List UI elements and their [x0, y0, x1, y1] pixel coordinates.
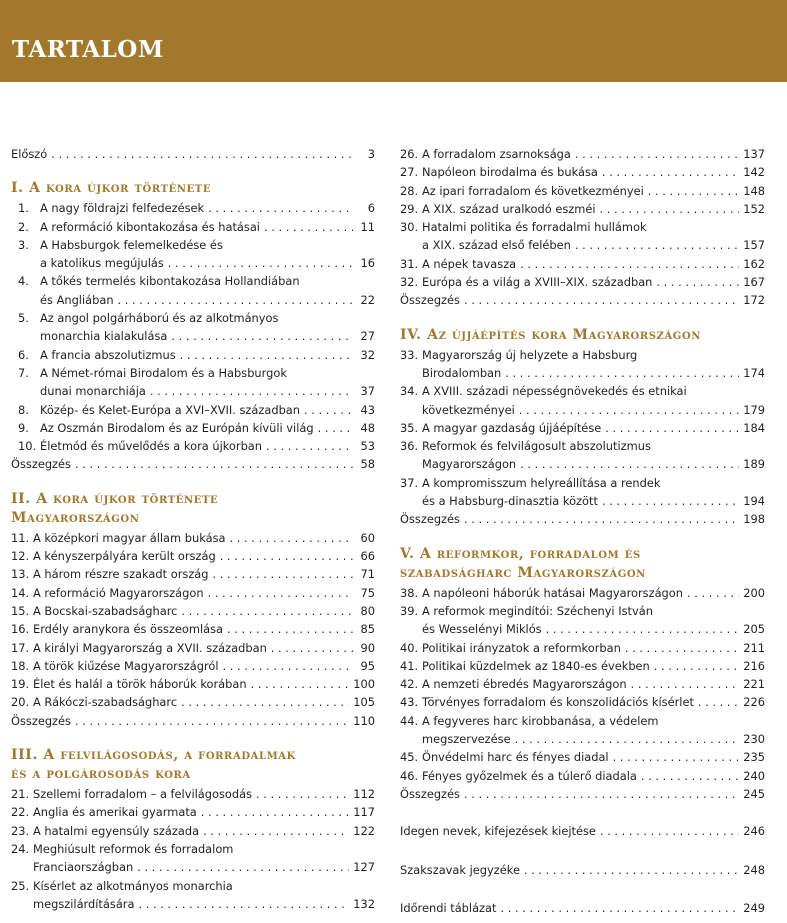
- toc-entry-title: A reformáció Magyarországon: [33, 585, 204, 600]
- dot-leader: [575, 145, 739, 163]
- dot-leader: [656, 273, 739, 291]
- toc-entry-title: dunai monarchiája: [40, 384, 146, 399]
- toc-entry-title: A nemzeti ébredés Magyarországon: [422, 677, 627, 692]
- toc-entry-title: Anglia és amerikai gyarmata: [33, 805, 197, 820]
- dot-leader: [500, 899, 739, 917]
- toc-entry-page: 112: [353, 787, 375, 802]
- toc-entry-title: A három részre szakadt ország: [33, 567, 209, 582]
- toc-entry-number: 2.: [18, 219, 29, 234]
- toc-entry-page: 32: [360, 347, 375, 362]
- section-5-entries: [400, 584, 765, 785]
- toc-entry-number: 13.: [11, 567, 30, 582]
- toc-entry[interactable]: [400, 639, 765, 657]
- toc-entry[interactable]: [11, 364, 375, 401]
- toc-entry-title: A kényszerpályára került ország: [33, 549, 216, 564]
- toc-entry-page: 122: [353, 823, 375, 838]
- dot-leader: [698, 693, 739, 711]
- dot-leader: [505, 364, 739, 382]
- toc-summary[interactable]: Összegzés . . . 110: [11, 712, 375, 730]
- toc-entry-page: 85: [360, 622, 375, 637]
- toc-entry[interactable]: [11, 639, 375, 657]
- toc-entry-title-line: Magyarország új helyzete a Habsburg: [422, 347, 638, 362]
- section-3-continued-entries: [400, 145, 765, 291]
- dot-leader: [631, 675, 740, 693]
- toc-entry-title-line: Reformok és felvilágosult abszolutizmus: [422, 439, 651, 454]
- toc-left-column: [11, 145, 375, 913]
- dot-leader: [520, 255, 739, 273]
- dot-leader: [520, 455, 739, 473]
- dot-leader: [75, 455, 353, 473]
- toc-entry-number: 40.: [400, 640, 419, 655]
- toc-entry-page: 148: [743, 183, 765, 198]
- toc-entry-number: 31.: [400, 256, 419, 271]
- toc-entry-title: Önvédelmi harc és fényes diadal: [422, 750, 609, 765]
- toc-entry[interactable]: [400, 767, 765, 785]
- dot-leader: [625, 639, 739, 657]
- toc-entry-title-line: A fegyveres harc kirobbanása, a védelem: [422, 713, 659, 728]
- dot-leader: [519, 401, 739, 419]
- toc-entry-title: megszervezése: [422, 732, 511, 747]
- toc-entry-title-line: Kísérlet az alkotmányos monarchia: [33, 878, 233, 893]
- toc-entry-page: 174: [743, 365, 765, 380]
- toc-entry[interactable]: [11, 218, 375, 236]
- toc-entry-title: és Angliában: [40, 292, 114, 307]
- toc-entry-title: A Bocskai-szabadságharc: [33, 603, 178, 618]
- toc-entry-number: 12.: [11, 549, 30, 564]
- toc-entry-number: 42.: [400, 677, 419, 692]
- toc-entry-number: 21.: [11, 787, 30, 802]
- toc-entry-page: 43: [360, 402, 375, 417]
- toc-entry[interactable]: [11, 602, 375, 620]
- toc-entry-title-line: Az angol polgárháború és az alkotmányos: [40, 311, 279, 326]
- toc-entry-page: 211: [743, 640, 765, 655]
- toc-entry-number: 4.: [18, 274, 29, 289]
- toc-entry[interactable]: [400, 163, 765, 181]
- dot-leader: [648, 182, 739, 200]
- toc-entry-number: 30.: [400, 220, 419, 235]
- toc-entry-title: A középkori magyar állam bukása: [33, 530, 226, 545]
- toc-entry[interactable]: [400, 602, 765, 639]
- toc-entry[interactable]: [11, 840, 375, 877]
- toc-entry-title: Az ipari forradalom és következményei: [422, 183, 644, 198]
- toc-entry-number: 22.: [11, 805, 30, 820]
- toc-entry-title-line: A tőkés termelés kibontakozása Hollandiában: [40, 274, 300, 289]
- toc-entry-page: 11: [360, 219, 375, 234]
- toc-entry-page: 162: [743, 256, 765, 271]
- dot-leader: [464, 291, 739, 309]
- toc-summary[interactable]: Összegzés . . . 58: [11, 455, 375, 473]
- toc-entry-number: 37.: [400, 475, 419, 490]
- dot-leader: [602, 163, 739, 181]
- toc-entry-number: 25.: [11, 878, 30, 893]
- toc-entry-title: monarchia kialakulása: [40, 329, 168, 344]
- toc-entry-number: 17.: [11, 640, 30, 655]
- toc-entry-page: 205: [743, 622, 765, 637]
- toc-entry-page: 105: [353, 695, 375, 710]
- toc-entry-title: és Wesselényi Miklós: [422, 622, 542, 637]
- dot-leader: [687, 584, 739, 602]
- toc-entry-number: 28.: [400, 183, 419, 198]
- dot-leader: [220, 547, 353, 565]
- toc-entry-title: Birodalomban: [422, 365, 502, 380]
- toc-entry-page: 27: [360, 329, 375, 344]
- dot-leader: [600, 822, 739, 840]
- toc-glossary[interactable]: Szakszavak jegyzéke . . . 248: [400, 861, 765, 879]
- toc-entry-page: 100: [353, 677, 375, 692]
- toc-entry-page: 235: [743, 750, 765, 765]
- toc-entry-title: Politikai küzdelmek az 1840-es években: [422, 658, 650, 673]
- toc-entry-page: 95: [360, 658, 375, 673]
- toc-entry[interactable]: [400, 145, 765, 163]
- dot-leader: [227, 620, 353, 638]
- toc-entry-title: Erdély aranykora és összeomlása: [33, 622, 224, 637]
- dot-leader: [171, 327, 353, 345]
- toc-entry-page: 132: [353, 896, 375, 911]
- section-title-3: III. A felvilágosodás, a forradalmak és a polgárosodás kora: [11, 747, 296, 783]
- toc-entry[interactable]: [400, 584, 765, 602]
- toc-entry[interactable]: [11, 437, 375, 455]
- toc-entry-title: A francia abszolutizmus: [40, 347, 176, 362]
- toc-entry-title-line: A reformok megindítói: Széchenyi István: [422, 603, 653, 618]
- toc-entry-number: 11.: [11, 530, 30, 545]
- toc-entry-title: A nagy földrajzi felfedezések: [40, 201, 205, 216]
- toc-entry-number: 6.: [18, 347, 29, 362]
- toc-entry-number: 24.: [11, 841, 30, 856]
- toc-entry-page: 22: [360, 292, 375, 307]
- section-title-1: I. A kora újkor története: [11, 180, 212, 197]
- toc-entry-page: 216: [743, 658, 765, 673]
- toc-entry-number: 35.: [400, 420, 419, 435]
- toc-entry-title-line: Meghiúsult reformok és forradalom: [33, 841, 234, 856]
- toc-entry-number: 14.: [11, 585, 30, 600]
- section-2-entries: [11, 529, 375, 712]
- dot-leader: [524, 861, 739, 879]
- toc-entry-title-line: A Habsburgok felemelkedése és: [40, 237, 223, 252]
- toc-entry-title: A királyi Magyarország a XVII. században: [33, 640, 267, 655]
- toc-entry-number: 45.: [400, 750, 419, 765]
- section-4-entries: [400, 346, 765, 511]
- dot-leader: [613, 748, 740, 766]
- toc-entry[interactable]: [11, 272, 375, 309]
- toc-entry-title: A magyar gazdaság újjáépítése: [422, 420, 602, 435]
- toc-entry[interactable]: [11, 693, 375, 711]
- toc-entry[interactable]: [11, 419, 375, 437]
- toc-entry-number: 1.: [18, 201, 29, 216]
- toc-entry-title: Szellemi forradalom – a felvilágosodás: [33, 787, 253, 802]
- toc-entry-page: 142: [743, 165, 765, 180]
- toc-entry-page: 75: [360, 585, 375, 600]
- toc-entry-title: A napóleoni háborúk hatásai Magyarországon: [422, 585, 683, 600]
- toc-entry[interactable]: [11, 584, 375, 602]
- page-title: TARTALOM: [12, 36, 164, 63]
- toc-entry[interactable]: [400, 675, 765, 693]
- dot-leader: [266, 437, 353, 455]
- toc-entry-number: 38.: [400, 585, 419, 600]
- toc-entry-title: Fényes győzelmek és a túlerő diadala: [422, 768, 637, 783]
- toc-pronunciation[interactable]: Idegen nevek, kifejezések kiejtése . . . 246: [400, 822, 765, 840]
- toc-entry-title-line: A kompromisszum helyreállítása a rendek: [422, 475, 661, 490]
- toc-entry-number: 16.: [11, 622, 30, 637]
- toc-entry-page: 16: [360, 256, 375, 271]
- toc-entry-number: 29.: [400, 201, 419, 216]
- toc-entry[interactable]: [400, 474, 765, 511]
- dot-leader: [181, 693, 349, 711]
- toc-entry-page: 66: [360, 549, 375, 564]
- toc-entry-number: 27.: [400, 165, 419, 180]
- toc-entry-title: Az Oszmán Birodalom és az Európán kívüli világ: [40, 420, 314, 435]
- toc-entry-number: 5.: [18, 311, 29, 326]
- dot-leader: [137, 858, 349, 876]
- toc-entry-number: 23.: [11, 823, 30, 838]
- section-title-4: IV. Az újjáépítés kora Magyarországon: [400, 326, 702, 343]
- dot-leader: [602, 492, 739, 510]
- toc-entry[interactable]: [11, 785, 375, 803]
- toc-entry-title: Napóleon birodalma és bukása: [422, 165, 598, 180]
- toc-entry-title: a katolikus megújulás: [40, 256, 164, 271]
- toc-entry-page: 6: [367, 201, 375, 216]
- toc-entry-page: 240: [743, 768, 765, 783]
- toc-entry-page: 53: [360, 439, 375, 454]
- dot-leader: [223, 657, 353, 675]
- dot-leader: [201, 803, 349, 821]
- dot-leader: [641, 767, 739, 785]
- dot-leader: [118, 291, 353, 309]
- toc-entry-title: a XIX. század első felében: [422, 238, 571, 253]
- dot-leader: [605, 419, 739, 437]
- toc-entry-page: 71: [360, 567, 375, 582]
- toc-entry-page: 226: [743, 695, 765, 710]
- toc-entry-number: 7.: [18, 365, 29, 380]
- toc-entry-title: A Rákóczi-szabadságharc: [33, 695, 178, 710]
- toc-entry-title: megszilárdítására: [33, 896, 135, 911]
- toc-foreword[interactable]: Előszó . . . 3: [11, 145, 375, 163]
- toc-entry-title: Életmód és művelődés a kora újkorban: [40, 439, 263, 454]
- toc-entry-number: 32.: [400, 275, 419, 290]
- section-title-2: II. A kora újkor története Magyarországon: [11, 490, 219, 526]
- toc-entry[interactable]: [11, 529, 375, 547]
- dot-leader: [264, 218, 353, 236]
- toc-entry-title: Magyarországon: [422, 457, 517, 472]
- toc-entry-title: Élet és halál a török háborúk korában: [33, 677, 247, 692]
- toc-entry-title: Törvényes forradalom és konszolidációs kísérlet: [422, 695, 694, 710]
- toc-entry[interactable]: [11, 309, 375, 346]
- toc-entry[interactable]: [400, 712, 765, 749]
- toc-entry-title: A forradalom zsarnoksága: [422, 147, 571, 161]
- dot-leader: [575, 236, 739, 254]
- dot-leader: [230, 529, 354, 547]
- toc-entry[interactable]: [11, 565, 375, 583]
- toc-entry[interactable]: [11, 803, 375, 821]
- toc-entry-page: 37: [360, 384, 375, 399]
- dot-leader: [271, 639, 353, 657]
- toc-summary[interactable]: Összegzés . . . 198: [400, 510, 765, 528]
- dot-leader: [150, 382, 353, 400]
- toc-entry-number: 18.: [11, 658, 30, 673]
- dot-leader: [208, 199, 353, 217]
- dot-leader: [180, 346, 353, 364]
- toc-entry-page: 184: [743, 420, 765, 435]
- toc-entry-number: 41.: [400, 658, 419, 673]
- dot-leader: [515, 730, 740, 748]
- dot-leader: [464, 785, 739, 803]
- toc-entry-number: 26.: [400, 147, 419, 161]
- toc-entry[interactable]: [11, 675, 375, 693]
- toc-entry[interactable]: [400, 748, 765, 766]
- toc-entry-title: A török kiűzése Magyarországról: [33, 658, 219, 673]
- section-title-5: V. A reformkor, forradalom és szabadságharc Magyarországon: [400, 545, 646, 581]
- toc-entry[interactable]: [400, 657, 765, 675]
- toc-entry[interactable]: [400, 693, 765, 711]
- toc-entry[interactable]: [11, 401, 375, 419]
- dot-leader: [51, 145, 353, 163]
- toc-summary[interactable]: Összegzés . . . 245: [400, 785, 765, 803]
- toc-entry-number: 36.: [400, 439, 419, 454]
- toc-entry-page: 48: [360, 420, 375, 435]
- toc-entry-page: 221: [743, 677, 765, 692]
- toc-entry[interactable]: [400, 346, 765, 383]
- toc-entry-title-line: A Német-római Birodalom és a Habsburgok: [40, 365, 287, 380]
- toc-entry-page: 230: [743, 732, 765, 747]
- toc-entry[interactable]: [400, 182, 765, 200]
- toc-entry-title: A népek tavasza: [422, 256, 517, 271]
- toc-entry[interactable]: [11, 236, 375, 273]
- toc-entry-title: következményei: [422, 402, 515, 417]
- toc-entry[interactable]: [400, 437, 765, 474]
- toc-entry[interactable]: [11, 657, 375, 675]
- dot-leader: [318, 419, 353, 437]
- toc-entry[interactable]: [11, 620, 375, 638]
- toc-entry-page: 90: [360, 640, 375, 655]
- dot-leader: [181, 602, 353, 620]
- dot-leader: [464, 510, 739, 528]
- toc-entry-page: 189: [743, 457, 765, 472]
- dot-leader: [213, 565, 353, 583]
- toc-entry[interactable]: [400, 200, 765, 218]
- toc-entry[interactable]: [400, 419, 765, 437]
- header-banner: [0, 0, 787, 82]
- toc-summary[interactable]: Összegzés . . . 172: [400, 291, 765, 309]
- toc-entry[interactable]: [11, 822, 375, 840]
- toc-entry-title: A reformáció kibontakozása és hatásai: [40, 219, 260, 234]
- toc-entry-number: 10.: [18, 439, 37, 454]
- toc-entry[interactable]: [11, 346, 375, 364]
- toc-entry-number: 15.: [11, 603, 30, 618]
- toc-entry-title: Politikai irányzatok a reformkorban: [422, 640, 621, 655]
- toc-entry-number: 9.: [18, 420, 29, 435]
- toc-entry-page: 60: [360, 530, 375, 545]
- toc-entry-number: 43.: [400, 695, 419, 710]
- dot-leader: [251, 675, 350, 693]
- toc-entry-page: 179: [743, 402, 765, 417]
- dot-leader: [654, 657, 739, 675]
- toc-entry[interactable]: [400, 255, 765, 273]
- dot-leader: [138, 895, 349, 913]
- section-1-entries: [11, 199, 375, 455]
- dot-leader: [546, 620, 740, 638]
- toc-entry-number: 34.: [400, 384, 419, 399]
- toc-entry-number: 19.: [11, 677, 30, 692]
- toc-entry-number: 33.: [400, 347, 419, 362]
- toc-right-column: [400, 145, 765, 917]
- dot-leader: [75, 712, 349, 730]
- toc-entry-title: Közép- és Kelet-Európa a XVI–XVII. században: [40, 402, 301, 417]
- toc-chronology[interactable]: Időrendi táblázat . . . 249: [400, 899, 765, 917]
- toc-entry[interactable]: [400, 218, 765, 255]
- toc-entry-number: 44.: [400, 713, 419, 728]
- dot-leader: [168, 254, 353, 272]
- toc-entry-page: 117: [353, 805, 375, 820]
- toc-entry-number: 8.: [18, 402, 29, 417]
- toc-entry-page: 167: [743, 275, 765, 290]
- dot-leader: [256, 785, 349, 803]
- toc-entry-number: 3.: [18, 237, 29, 252]
- toc-entry-number: 20.: [11, 695, 30, 710]
- toc-entry-page: 137: [743, 147, 765, 161]
- dot-leader: [208, 584, 353, 602]
- toc-entry-title-line: A XVIII. századi népességnövekedés és etnikai: [422, 384, 687, 399]
- dot-leader: [600, 200, 740, 218]
- toc-entry-page: 127: [353, 860, 375, 875]
- toc-entry[interactable]: [11, 877, 375, 914]
- toc-entry-page: 200: [743, 585, 765, 600]
- toc-entry[interactable]: [11, 199, 375, 217]
- dot-leader: [203, 822, 349, 840]
- toc-entry-page: 194: [743, 494, 765, 509]
- toc-entry-number: 46.: [400, 768, 419, 783]
- toc-entry[interactable]: [400, 382, 765, 419]
- toc-entry[interactable]: [11, 547, 375, 565]
- toc-entry-page: 152: [743, 201, 765, 216]
- toc-entry-title-line: Hatalmi politika és forradalmi hullámok: [422, 220, 647, 235]
- toc-entry-title: A XIX. század uralkodó eszméi: [422, 201, 596, 216]
- dot-leader: [304, 401, 353, 419]
- toc-entry-number: 39.: [400, 603, 419, 618]
- toc-entry[interactable]: [400, 273, 765, 291]
- toc-entry-title: Európa és a világ a XVIII–XIX. században: [422, 275, 653, 290]
- toc-entry-title: Franciaországban: [33, 860, 134, 875]
- toc-entry-title: A hatalmi egyensúly százada: [33, 823, 200, 838]
- toc-entry-page: 80: [360, 603, 375, 618]
- toc-entry-title: és a Habsburg-dinasztia között: [422, 494, 598, 509]
- toc-entry-page: 157: [743, 238, 765, 253]
- section-3-entries: [11, 785, 375, 913]
